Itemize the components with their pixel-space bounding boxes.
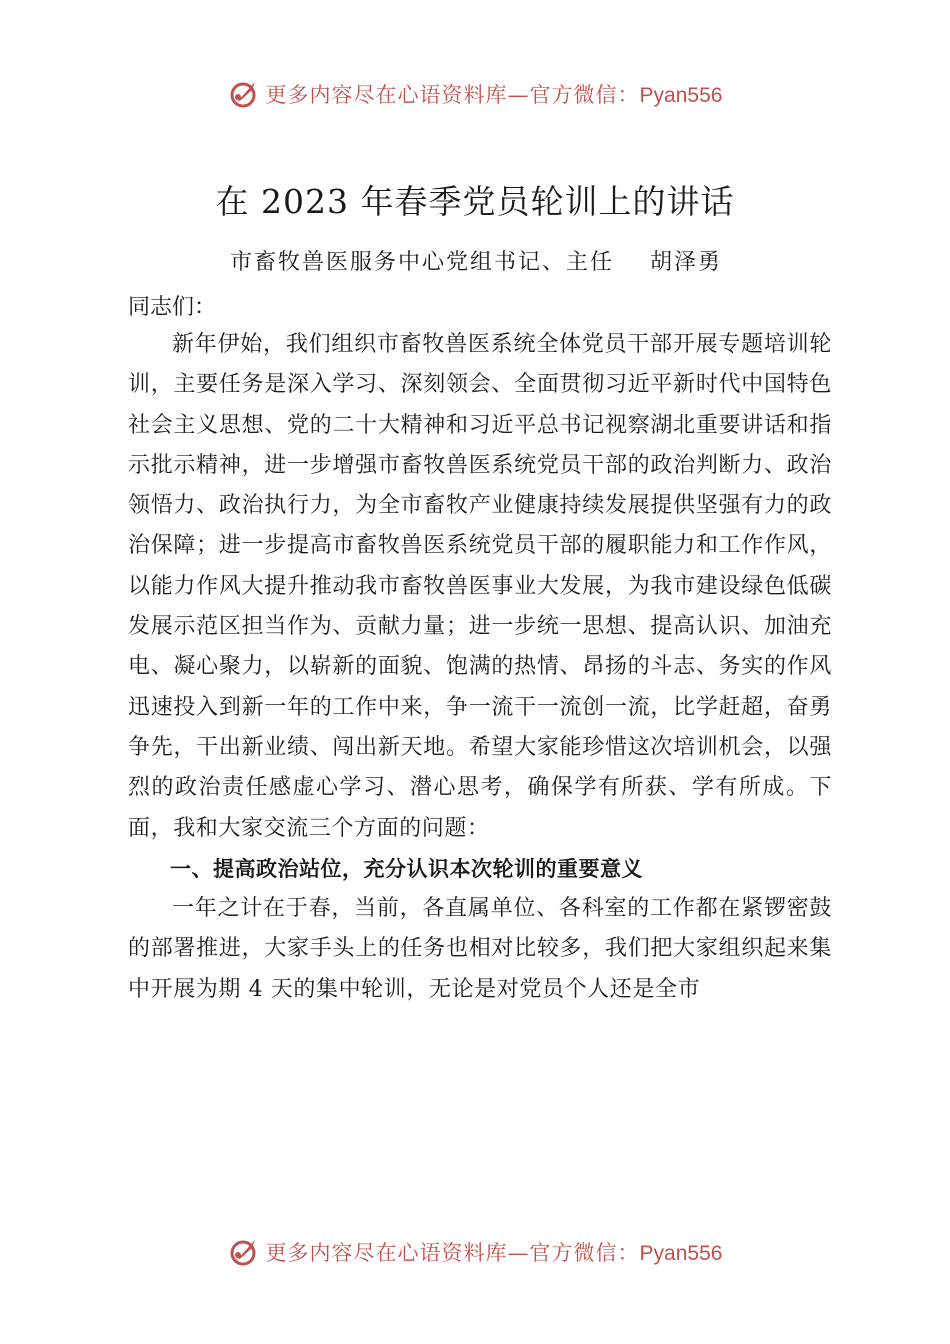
wechat-id: Pyan556 [639,1242,723,1265]
author-name: 胡泽勇 [650,250,723,275]
document-body [128,325,832,1010]
wechat-id: Pyan556 [639,84,723,107]
section-heading-1: 一、提高政治站位，充分认识本次轮训的重要意义 [170,856,643,881]
watermark-banner-top [0,74,950,114]
salutation: 同志们： [128,295,217,320]
author-line [230,245,722,276]
watermark-banner-bottom [0,1232,950,1272]
red-quill-logo-icon [228,1236,260,1268]
watermark-text: 更多内容尽在心语资料库—官方微信：Pyan556 [265,83,723,107]
body-paragraph-1: 新年伊始，我们组织市畜牧兽医系统全体党员干部开展专题培训轮训，主要任务是深入学习、深刻领会、全面贯彻习近平新时代中国特色社会主义思想、党的二十大精神和习近平总书记视察湖北重要讲话和指示批示精神，进一步增强市畜牧兽医系统党员干部的政治判断力、政治领悟力、政治执行力，为全市畜牧产业健康持续发展提供坚强有力的政治保障；进一步提高市畜牧兽医系统党员干部的履职能力和工作作风，以能力作风大提升推动我市畜牧兽医事业大发展，为我市建设绿色低碳发展示范区担当作为、贡献力量；进一步统一思想、提高认识、加油充电、凝心聚力，以崭新的面貌、饱满的热情、昂扬的斗志、务实的作风迅速投入到新一年的工作中来，争一流干一流创一流，比学赶超，奋勇争先，干出新业绩、闯出新天地。希望大家能珍惜这次培训机会，以强烈的政治责任感虚心学习、潜心思考，确保学有所获、学有所成。下面，我和大家交流三个方面的问题： [128,332,832,841]
author-role: 市畜牧兽医服务中心党组书记、主任 [230,250,615,275]
watermark-text: 更多内容尽在心语资料库—官方微信：Pyan556 [265,1241,723,1265]
body-paragraph-2: 一年之计在于春，当前，各直属单位、各科室的工作都在紧锣密鼓的部署推进，大家手头上的任务也相对比较多，我们把大家组织起来集中开展为期 4 天的集中轮训，无论是对党员个人还是全市 [128,896,832,1002]
document-title: 在 2023 年春季党员轮训上的讲话 [215,182,735,221]
red-quill-logo-icon [228,78,260,110]
